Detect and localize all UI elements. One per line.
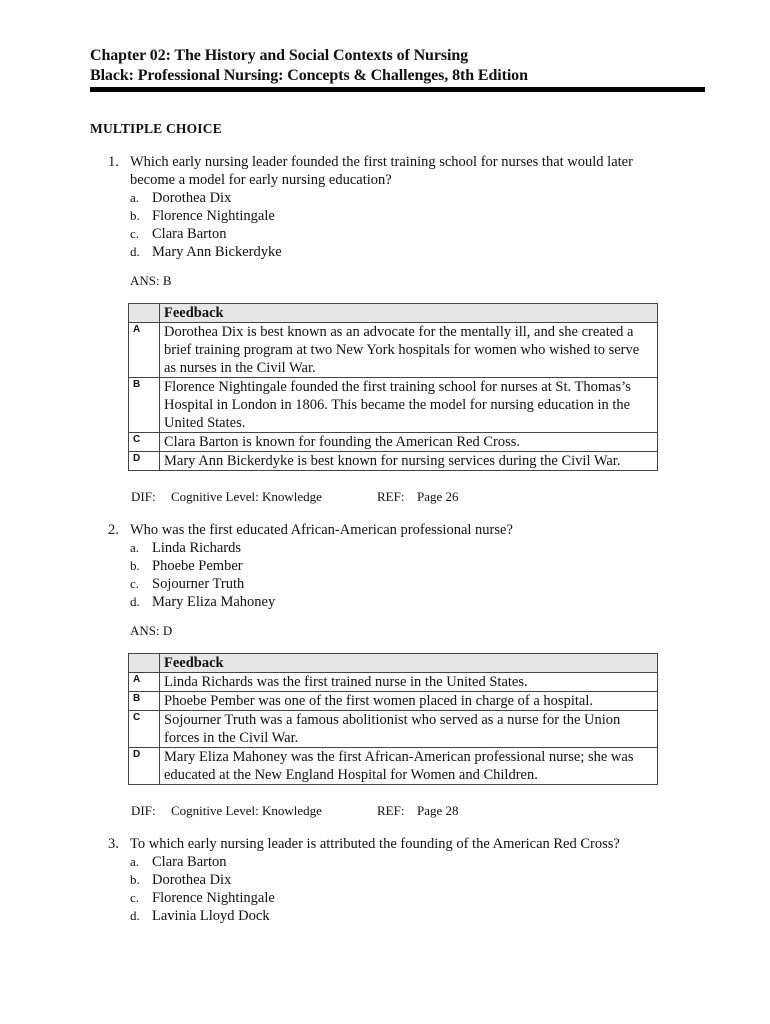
option-text: Florence Nightingale — [152, 208, 275, 224]
question-1 — [108, 153, 668, 261]
ref-label: REF: — [377, 489, 405, 504]
feedback-letter: A — [129, 323, 160, 378]
option-b — [130, 207, 668, 225]
option-text: Linda Richards — [152, 540, 241, 556]
option-a — [130, 189, 668, 207]
option-letter: b. — [130, 558, 140, 573]
feedback-letter: D — [129, 452, 160, 471]
feedback-text: Mary Eliza Mahoney was the first African-American professional nurse; she was educated at the New England Hospital for Women and Children. — [160, 748, 658, 785]
option-letter: d. — [130, 908, 140, 923]
chapter-title: Chapter 02: The History and Social Contexts of Nursing — [90, 47, 469, 64]
option-text: Dorothea Dix — [152, 190, 232, 206]
option-letter: c. — [130, 890, 140, 905]
feedback-row — [129, 452, 658, 471]
option-text: Clara Barton — [152, 226, 227, 242]
question-3 — [108, 835, 668, 925]
option-b — [130, 557, 668, 575]
options-list — [130, 853, 668, 925]
option-text: Florence Nightingale — [152, 890, 275, 906]
feedback-text: Mary Ann Bickerdyke is best known for nursing services during the Civil War. — [160, 452, 658, 471]
question-stem: Which early nursing leader founded the first training school for nurses that would later become a model for early nursing education? — [130, 154, 633, 188]
feedback-header: Feedback — [160, 304, 658, 323]
option-c — [130, 889, 668, 907]
question-stem: Who was the first educated African-American professional nurse? — [130, 522, 513, 538]
feedback-row — [129, 692, 658, 711]
feedback-header-blank — [129, 304, 160, 323]
question-number: 1. — [108, 154, 119, 170]
feedback-header-blank — [129, 654, 160, 673]
option-a — [130, 539, 668, 557]
dif-label: DIF: — [131, 489, 156, 504]
option-text: Lavinia Lloyd Dock — [152, 908, 270, 924]
option-text: Dorothea Dix — [152, 872, 232, 888]
option-letter: c. — [130, 226, 140, 241]
option-letter: d. — [130, 594, 140, 609]
option-c — [130, 225, 668, 243]
options-list — [130, 539, 668, 611]
book-title: Black: Professional Nursing: Concepts & Challenges, 8th Edition — [90, 67, 528, 84]
feedback-text: Dorothea Dix is best known as an advocate for the mentally ill, and she created a brief training program at two New York hospitals for women who wished to serve as nurses in the Civil War. — [160, 323, 658, 378]
feedback-letter: D — [129, 748, 160, 785]
feedback-header-row — [129, 304, 658, 323]
option-letter: a. — [130, 854, 140, 869]
options-list — [130, 189, 668, 261]
option-b — [130, 871, 668, 889]
option-d — [130, 593, 668, 611]
question-number: 3. — [108, 836, 119, 852]
option-c — [130, 575, 668, 593]
option-text: Sojourner Truth — [152, 576, 245, 592]
feedback-header: Feedback — [160, 654, 658, 673]
feedback-header-row — [129, 654, 658, 673]
option-letter: a. — [130, 190, 140, 205]
question-metadata — [131, 802, 459, 820]
answer-key: ANS: D — [130, 623, 173, 638]
feedback-text: Florence Nightingale founded the first training school for nurses at St. Thomas’s Hospital in London in 1806. This became the model for nursing education in the United States. — [160, 378, 658, 433]
section-title: MULTIPLE CHOICE — [90, 121, 222, 136]
feedback-row — [129, 433, 658, 452]
feedback-row — [129, 378, 658, 433]
feedback-text: Phoebe Pember was one of the first women placed in charge of a hospital. — [160, 692, 658, 711]
question-stem: To which early nursing leader is attributed the founding of the American Red Cross? — [130, 836, 620, 852]
feedback-row — [129, 323, 658, 378]
option-letter: b. — [130, 208, 140, 223]
question-metadata — [131, 488, 459, 506]
option-letter: b. — [130, 872, 140, 887]
question-2 — [108, 521, 668, 611]
option-letter: a. — [130, 540, 140, 555]
feedback-letter: C — [129, 433, 160, 452]
cognitive-level: Cognitive Level: Knowledge — [171, 803, 322, 818]
feedback-table — [128, 303, 658, 471]
page-ref: Page 28 — [417, 803, 459, 818]
option-text: Phoebe Pember — [152, 558, 243, 574]
option-letter: d. — [130, 244, 140, 259]
cognitive-level: Cognitive Level: Knowledge — [171, 489, 322, 504]
feedback-letter: B — [129, 378, 160, 433]
ref-label: REF: — [377, 803, 405, 818]
feedback-text: Clara Barton is known for founding the American Red Cross. — [160, 433, 658, 452]
question-number: 2. — [108, 522, 119, 538]
feedback-row — [129, 711, 658, 748]
feedback-row — [129, 673, 658, 692]
dif-label: DIF: — [131, 803, 156, 818]
option-a — [130, 853, 668, 871]
option-d — [130, 243, 668, 261]
option-text: Clara Barton — [152, 854, 227, 870]
header-rule — [90, 87, 705, 92]
feedback-row — [129, 748, 658, 785]
option-letter: c. — [130, 576, 140, 591]
document-header — [90, 46, 705, 86]
feedback-letter: B — [129, 692, 160, 711]
feedback-table — [128, 653, 658, 785]
answer-key: ANS: B — [130, 273, 172, 288]
option-text: Mary Eliza Mahoney — [152, 594, 276, 610]
page-ref: Page 26 — [417, 489, 459, 504]
feedback-text: Linda Richards was the first trained nurse in the United States. — [160, 673, 658, 692]
option-text: Mary Ann Bickerdyke — [152, 244, 282, 260]
option-d — [130, 907, 668, 925]
feedback-letter: C — [129, 711, 160, 748]
feedback-text: Sojourner Truth was a famous abolitionist who served as a nurse for the Union forces in the Civil War. — [160, 711, 658, 748]
feedback-letter: A — [129, 673, 160, 692]
